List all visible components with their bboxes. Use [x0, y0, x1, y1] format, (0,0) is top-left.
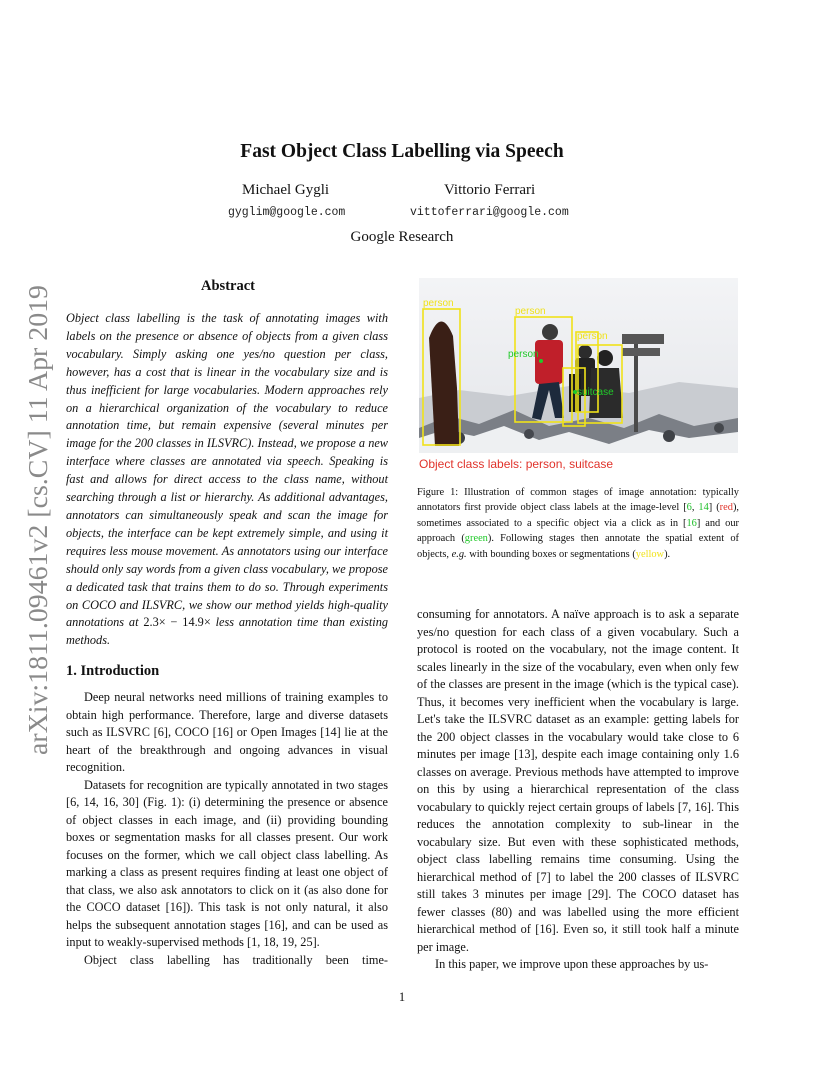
paragraph: consuming for annotators. A naïve approach is to ask a separate yes/no question for each class of a given vocabulary. Such a protocol is rooted on the vocabulary, not the image content. It scales linearly in the size of the vocabulary, even when only few of the classes are present in the image (which is the typical case). Thus, it becomes very inefficient when the vocabulary is large. Let's take the ILSVRC dataset as an example: getting labels for the 200 object classes in the vocabulary would take close to 6 minutes per image [13], despite each image containing only 1.6 classes on average. Previous methods have attempted to improve on this by using a hierarchical representation of the class vocabulary to quickly reject certain groups of labels [7, 16]. This reduces the annotation complexity to sub-linear in the vocabulary size. But even with these sophisticated methods, object class labelling remains time consuming. Using the hierarchical method of [7] to label the 200 classes of ILSVRC still takes 3 minutes per image [29]. The COCO dataset has fewer classes (80) and was labelled using the more efficient hierarchical method of [16]. Even so, it still took half a minute per image.	[417, 607, 739, 954]
paragraph: Datasets for recognition are typically annotated in two stages [6, 14, 16, 30] (Fig. 1): (i) determining the presence or absence of object classes in each image, and (ii) providing bounding boxes or segmentation masks for all classes present. Our work focuses on the former, which we call object class labelling. As marking a class as present requires finding at least one object of that class, we also ask annotators to click on it (as also done for the COCO dataset [16]). This task is not only natural, it also helps the subsequent annotation stages [16], and can be used as input to weakly-supervised methods [1, 18, 19, 25].	[66, 777, 388, 949]
abstract-heading: Abstract	[201, 278, 255, 294]
arxiv-stamp	[14, 285, 60, 755]
caption-text: Figure 1: Illustration of common stages of image annotation: typically annotators first provide object class labels at the image-level [	[417, 487, 739, 514]
caption-green-word: green	[464, 533, 488, 545]
box-label: person	[423, 298, 454, 309]
intro-column-right	[417, 606, 739, 974]
affiliation: Google Research	[350, 229, 454, 245]
abstract-body	[66, 310, 388, 650]
author-name: Vittorio Ferrari	[444, 182, 536, 198]
figure-photo	[419, 278, 738, 453]
caption-text: ). Following stages then annotate the spatial extent of objects,	[417, 533, 739, 560]
citation-link[interactable]: 14	[698, 502, 709, 514]
caption-text: ,	[691, 502, 699, 514]
paragraph: Deep neural networks need millions of training examples to obtain high performance. Therefore, large and diverse datasets such as ILSVRC [6], COCO [16] or Open Images [14] lie at the heart of the breakthrough and ongoing advances in visual recognition.	[66, 690, 388, 774]
author-email: vittoferrari@google.com	[410, 206, 569, 219]
citation-link[interactable]: 6	[686, 502, 692, 514]
box-label: person	[577, 331, 608, 342]
paragraph: In this paper, we improve upon these approaches by us-	[435, 957, 709, 971]
page-number: 1	[398, 990, 406, 1004]
author-name: Michael Gygli	[242, 182, 330, 198]
abstract-math: 2.3× − 14.9×	[143, 615, 211, 630]
click-label: person	[508, 349, 539, 360]
abstract-text-end: less annotation time than existing methods.	[66, 615, 389, 648]
caption-red-word: red	[719, 502, 733, 514]
box-label: person	[515, 306, 546, 317]
figure-caption	[417, 485, 739, 562]
caption-text: ] (	[708, 502, 720, 514]
paper-title: Fast Object Class Labelling via Speech	[240, 141, 564, 162]
caption-eg: e.g.	[451, 548, 467, 560]
caption-text: with bounding boxes or segmentations (	[466, 548, 636, 560]
paragraph: Object class labelling has traditionally been time-	[84, 952, 388, 967]
figure-class-labels: Object class labels: person, suitcase	[419, 457, 614, 471]
section-heading: 1. Introduction	[66, 663, 160, 679]
click-label: suitcase	[577, 387, 614, 398]
caption-yellow-word: yellow	[635, 548, 665, 560]
caption-text: ).	[664, 548, 671, 560]
arxiv-stamp-text: arXiv:1811.09461v2 [cs.CV] 11 Apr 2019	[23, 299, 53, 755]
citation-link[interactable]: 16	[686, 517, 697, 529]
caption-text: ] and our approach (	[417, 517, 739, 545]
caption-text: ), sometimes associated to a specific object via a click as in [	[417, 502, 739, 529]
intro-column-left	[66, 689, 388, 969]
author-email: gyglim@google.com	[228, 206, 346, 219]
abstract-text: Object class labelling is the task of annotating images with labels on the presence or absence of objects from a given class vocabulary. Simply asking one yes/no question per class, however, has a cost that is linear in the vocabulary size and is thus inefficient for large vocabularies. Modern approaches rely on a hierarchical organization of the vocabulary to reduce annotation time, but remain expensive (several minutes per image for the 200 classes in ILSVRC). Instead, we propose a new interface where classes are annotated via speech. Speaking is fast and allows for direct access to the class name, without searching through a list or hierarchy. As additional advantages, annotators can simultaneously speak and scan the image for objects, the interface can be kept extremely simple, and using it requires less mouse movement. As annotators using our interface should only say words from a given class vocabulary, we propose a dedicated task that trains them to do so. Through experiments on COCO and ILSVRC, we show our method yields high-quality annotations at	[66, 311, 388, 630]
